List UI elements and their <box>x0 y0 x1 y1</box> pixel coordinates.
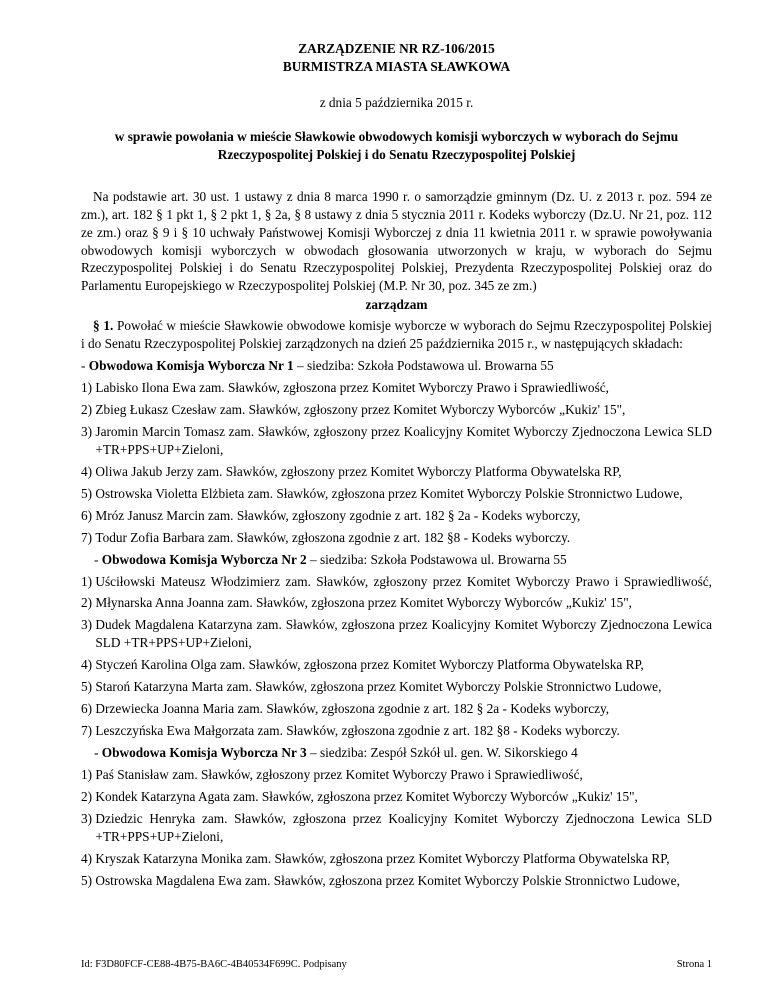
member-text: Mróz Janusz Marcin zam. Sławków, zgłoszony zgodnie z art. 182 § 2a - Kodeks wyborczy, <box>95 507 581 523</box>
member-text: Labisko Ilona Ewa zam. Sławków, zgłoszona przez Komitet Wyborczy Prawo i Sprawiedliwość, <box>95 380 609 396</box>
commission-seat: – siedziba: Szkoła Podstawowa ul. Browarna 55 <box>293 358 554 374</box>
member-text: Jaromin Marcin Tomasz zam. Sławków, zgłoszony przez Koalicyjny Komitet Wyborczy Zjednoczona Lewica SLD +TR+PPS+UP+Zieloni, <box>95 423 712 457</box>
member-text: Zbieg Łukasz Czesław zam. Sławków, zgłoszony przez Komitet Wyborczy Wyborców „Kukiz' 15", <box>95 402 626 417</box>
member-text: Todur Zofia Barbara zam. Sławków, zgłoszona zgodnie z art. 182 §8 - Kodeks wyborczy. <box>95 529 571 545</box>
footer-document-id: Id: F3D80FCF-CE88-4B75-BA6C-4B40534F699C. Podpisany <box>81 959 347 970</box>
commission-name: Obwodowa Komisja Wyborcza Nr 1 <box>88 358 294 374</box>
legal-basis-paragraph: Na podstawie art. 30 ust. 1 ustawy z dnia 8 marca 1990 r. o samorządzie gminnym (Dz. U. z 2013 r. poz. 594 ze zm.), art. 182 § 1 pkt 1, § 2 pkt 1, § 2a, § 8 ustawy z dnia 5 stycznia 2011 r. Kodeks wyborczy (Dz.U. Nr 21, poz. 112 ze zm.) oraz § 9 i § 10 uchwały Państwowej Komisji Wyborczej z dnia 11 kwietnia 2011 r. w sprawie powoływania obwodowych komisji wyborczych w obwodach głosowania utworzonych w kraju, w wyborach do Sejmu Rzeczypospolitej Polskiej i do Senatu Rzeczypospolitej Polskiej, Prezydenta Rzeczypospolitej Polskiej oraz do Parlamentu Europejskiego w Rzeczypospolitej Polskiej (M.P. Nr 30, poz. 345 ze zm.) <box>81 188 712 294</box>
member-list-item: 1) Uściłowski Mateusz Włodzimierz zam. Sławków, zgłoszony przez Komitet Wyborczy Prawo i Sprawiedliwość, <box>81 573 712 589</box>
member-list-item: 5) Ostrowska Magdalena Ewa zam. Sławków, zgłoszona przez Komitet Wyborczy Polskie Stronnictwo Ludowe, <box>81 872 712 890</box>
member-list-item: 4) Styczeń Karolina Olga zam. Sławków, zgłoszona przez Komitet Wyborczy Platforma Obywatelska RP, <box>81 656 712 674</box>
member-text: Kondek Katarzyna Agata zam. Sławków, zgłoszona przez Komitet Wyborczy Wyborców „Kukiz' 15", <box>95 788 638 804</box>
member-list-item: 3) Dziedzic Henryka zam. Sławków, zgłoszona przez Koalicyjny Komitet Wyborczy Zjednoczona Lewica SLD +TR+PPS+UP+Zieloni, <box>81 810 712 844</box>
member-list-item: 4) Kryszak Katarzyna Monika zam. Sławków, zgłoszona przez Komitet Wyborczy Platforma Obywatelska RP, <box>81 850 712 868</box>
member-list-item: 1) Labisko Ilona Ewa zam. Sławków, zgłoszona przez Komitet Wyborczy Prawo i Sprawiedliwość, <box>81 379 712 397</box>
commission-prefix: - <box>81 358 89 374</box>
commission-prefix: - <box>94 745 102 760</box>
member-text: Młynarska Anna Joanna zam. Sławków, zgłoszona przez Komitet Wyborczy Wyborców „Kukiz' 15", <box>95 595 633 611</box>
commission-seat: – siedziba: Szkoła Podstawowa ul. Browarna 55 <box>306 551 567 567</box>
document-subject <box>81 128 712 164</box>
footer-page-number: Strona 1 <box>676 959 712 970</box>
subject-line-2: Rzeczypospolitej Polskiej i do Senatu Rzeczypospolitej Polskiej <box>217 146 576 162</box>
member-text: Ostrowska Violetta Elżbieta zam. Sławków, zgłoszona przez Komitet Wyborczy Polskie Stronnictwo Ludowe, <box>95 485 683 501</box>
member-text: Leszczyńska Ewa Małgorzata zam. Sławków, zgłoszona zgodnie z art. 182 §8 - Kodeks wyborczy. <box>95 723 620 739</box>
member-text: Styczeń Karolina Olga zam. Sławków, zgłoszona przez Komitet Wyborczy Platforma Obywatelska RP, <box>95 657 644 673</box>
member-text: Uściłowski Mateusz Włodzimierz zam. Sławków, zgłoszony przez Komitet Wyborczy Prawo i Sprawiedliwość, <box>95 573 712 589</box>
member-list-item: 3) Dudek Magdalena Katarzyna zam. Sławków, zgłoszona przez Koalicyjny Komitet Wyborczy Zjednoczona Lewica SLD +TR+PPS+UP+Zieloni, <box>81 617 712 651</box>
member-list-item: 3) Jaromin Marcin Tomasz zam. Sławków, zgłoszony przez Koalicyjny Komitet Wyborczy Zjednoczona Lewica SLD +TR+PPS+UP+Zieloni, <box>81 423 712 457</box>
document-date: z dnia 5 października 2015 r. <box>319 94 474 110</box>
member-text: Kryszak Katarzyna Monika zam. Sławków, zgłoszona przez Komitet Wyborczy Platforma Obywatelska RP, <box>95 850 670 866</box>
member-list-item: 7) Leszczyńska Ewa Małgorzata zam. Sławków, zgłoszona zgodnie z art. 182 §8 - Kodeks wyborczy. <box>81 722 712 740</box>
member-text: Staroń Katarzyna Marta zam. Sławków, zgłoszona przez Komitet Wyborczy Polskie Stronnictwo Ludowe, <box>95 679 662 695</box>
member-list-item: 5) Staroń Katarzyna Marta zam. Sławków, zgłoszona przez Komitet Wyborczy Polskie Stronnictwo Ludowe, <box>81 678 712 696</box>
document-title-line-1: ZARZĄDZENIE NR RZ-106/2015 <box>298 41 495 56</box>
commission-heading <box>81 744 712 762</box>
member-list-item: 6) Drzewiecka Joanna Maria zam. Sławków, zgłoszona zgodnie z art. 182 § 2a - Kodeks wyborczy, <box>81 700 712 718</box>
member-list-item: 2) Zbieg Łukasz Czesław zam. Sławków, zgłoszony przez Komitet Wyborczy Wyborców „Kukiz' 15", <box>81 401 712 419</box>
section-1-label: § 1. <box>93 318 114 334</box>
member-list-item: 7) Todur Zofia Barbara zam. Sławków, zgłoszona zgodnie z art. 182 §8 - Kodeks wyborczy. <box>81 529 712 547</box>
document-title-line-2: BURMISTRZA MIASTA SŁAWKOWA <box>282 58 511 74</box>
member-list-item: 6) Mróz Janusz Marcin zam. Sławków, zgłoszony zgodnie z art. 182 § 2a - Kodeks wyborczy, <box>81 507 712 525</box>
member-list-item: 4) Oliwa Jakub Jerzy zam. Sławków, zgłoszony przez Komitet Wyborczy Platforma Obywatelska RP, <box>81 463 712 481</box>
member-list-item: 1) Paś Stanisław zam. Sławków, zgłoszony przez Komitet Wyborczy Prawo i Sprawiedliwość, <box>81 766 712 784</box>
commission-name: Obwodowa Komisja Wyborcza Nr 2 <box>101 551 307 567</box>
commission-prefix: - <box>94 551 102 567</box>
member-text: Paś Stanisław zam. Sławków, zgłoszony przez Komitet Wyborczy Prawo i Sprawiedliwość, <box>95 766 583 782</box>
commission-seat: – siedziba: Zespół Szkół ul. gen. W. Sikorskiego 4 <box>306 745 578 760</box>
section-1-text: Powołać w mieście Sławkowie obwodowe komisje wyborcze w wyborach do Sejmu Rzeczypospolitej Polskiej i do Senatu Rzeczypospolitej Polskiej zarządzonych na dzień 25 października 2015 r., w następujących składach: <box>81 318 712 352</box>
section-1-paragraph <box>81 317 712 353</box>
subject-line-1: w sprawie powołania w mieście Sławkowie obwodowych komisji wyborczych w wyborach do Sejmu <box>114 128 679 144</box>
commission-heading <box>81 551 712 569</box>
document-page <box>81 40 712 890</box>
member-text: Dziedzic Henryka zam. Sławków, zgłoszona przez Koalicyjny Komitet Wyborczy Zjednoczona Lewica SLD +TR+PPS+UP+Zieloni, <box>95 810 712 844</box>
member-list-item: 2) Młynarska Anna Joanna zam. Sławków, zgłoszona przez Komitet Wyborczy Wyborców „Kukiz' 15", <box>81 594 712 612</box>
member-text: Dudek Magdalena Katarzyna zam. Sławków, zgłoszona przez Koalicyjny Komitet Wyborczy Zjednoczona Lewica SLD +TR+PPS+UP+Zieloni, <box>95 617 712 651</box>
member-list-item: 5) Ostrowska Violetta Elżbieta zam. Sławków, zgłoszona przez Komitet Wyborczy Polskie Stronnictwo Ludowe, <box>81 485 712 503</box>
member-text: Oliwa Jakub Jerzy zam. Sławków, zgłoszony przez Komitet Wyborczy Platforma Obywatelska RP, <box>95 463 622 479</box>
member-list-item: 2) Kondek Katarzyna Agata zam. Sławków, zgłoszona przez Komitet Wyborczy Wyborców „Kukiz' 15", <box>81 788 712 806</box>
commission-name: Obwodowa Komisja Wyborcza Nr 3 <box>101 745 307 760</box>
commission-heading <box>81 357 712 375</box>
decree-word: zarządzam <box>365 297 428 313</box>
member-text: Drzewiecka Joanna Maria zam. Sławków, zgłoszona zgodnie z art. 182 § 2a - Kodeks wyborczy, <box>95 701 610 717</box>
member-text: Ostrowska Magdalena Ewa zam. Sławków, zgłoszona przez Komitet Wyborczy Polskie Stronnictwo Ludowe, <box>95 872 680 888</box>
